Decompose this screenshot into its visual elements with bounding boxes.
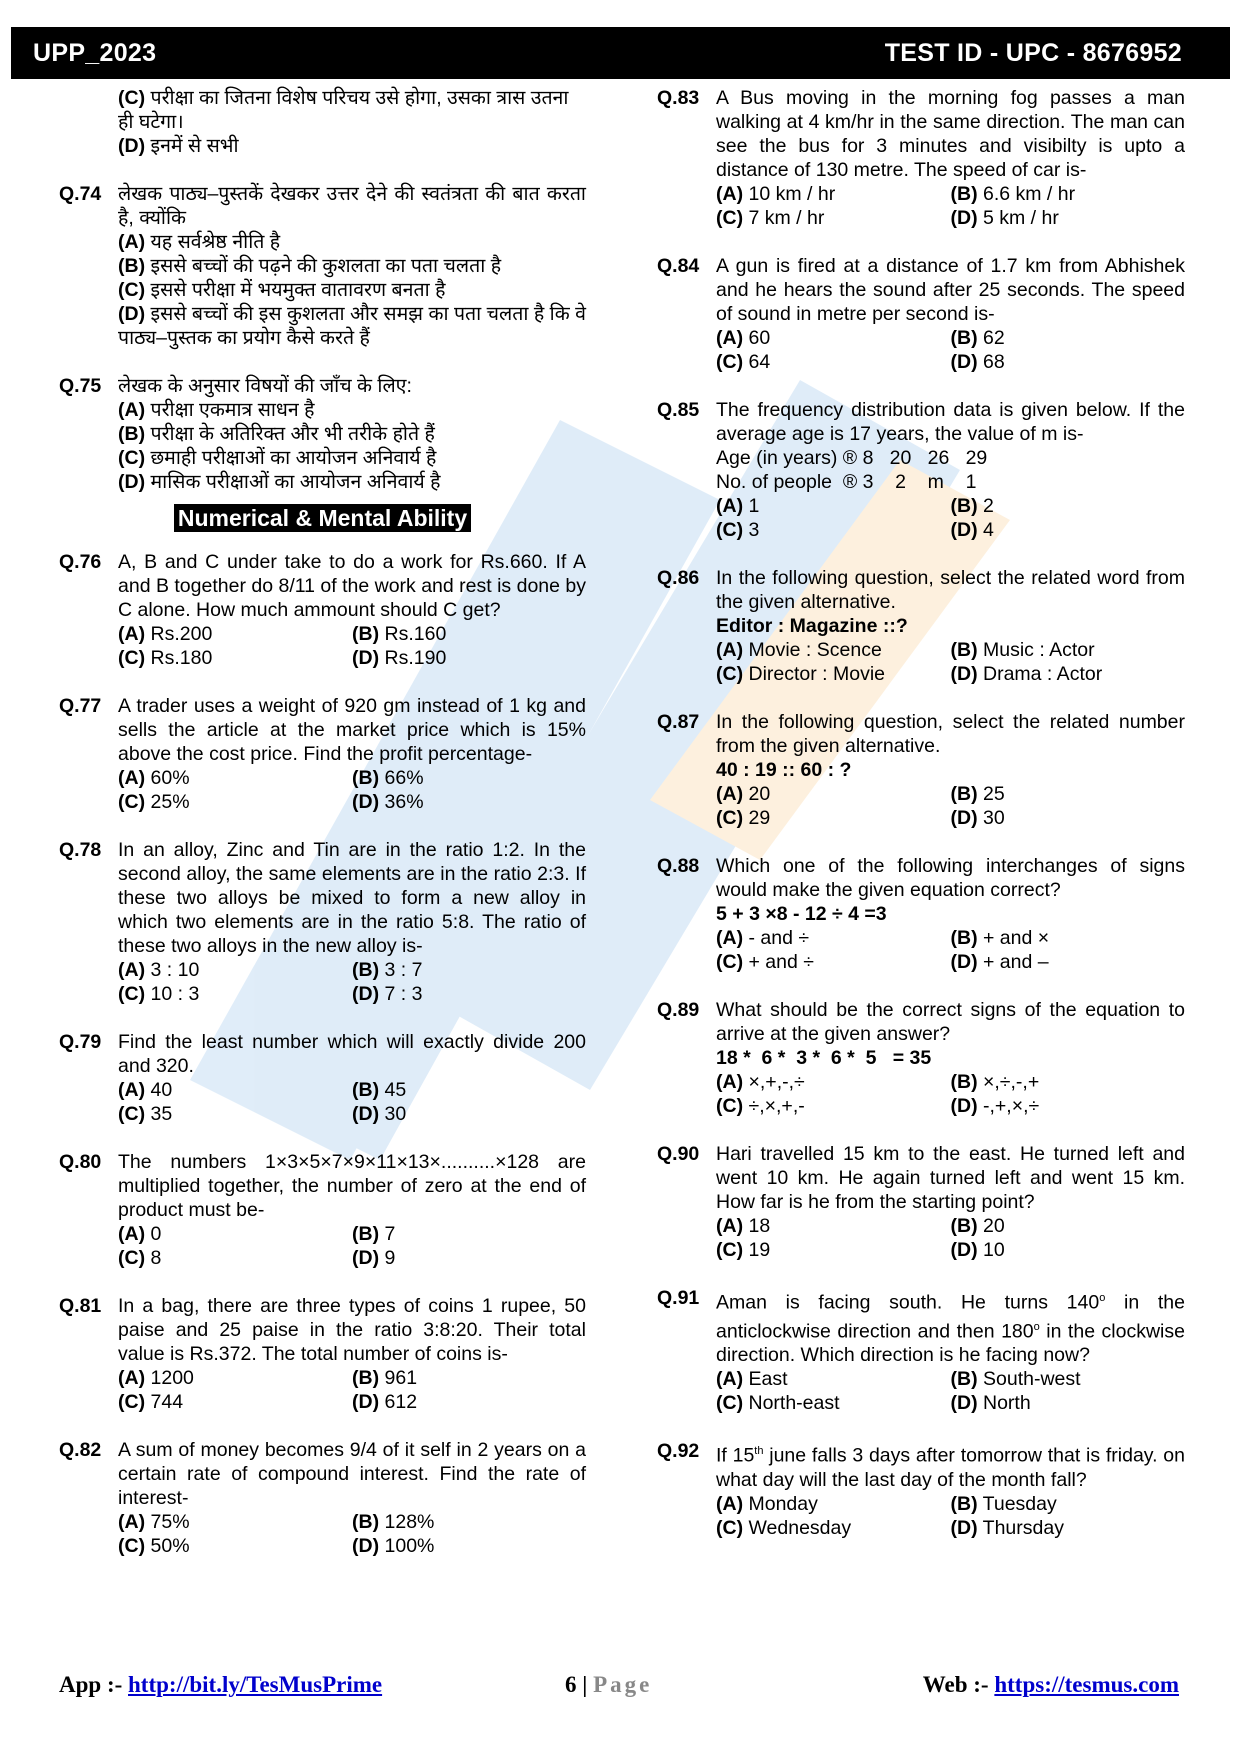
- question-84: Q.84 A gun is fired at a distance of 1.7 km from Abhishek and he hears the sound after 25 seconds. The speed of sound in metre per second is- (A) 60 (B) 62 (C) 64 (D) 68: [657, 255, 1185, 373]
- option-b: (B) 3 : 7: [352, 959, 423, 981]
- option-b: (B) Music : Actor: [950, 639, 1095, 661]
- analogy: 40 : 19 :: 60 : ?: [716, 759, 852, 781]
- option-d: (D) + and –: [950, 951, 1049, 973]
- question-85: Q.85 The frequency distribution data is given below. If the average age is 17 years, the value of m is- Age (in years) ® 8 20 26 29 No. of people ® 3 2 m 1 (A) 1 (B) 2 (C) 3 (D) 4: [657, 399, 1185, 541]
- option-d: (D) 10: [950, 1239, 1005, 1261]
- question-87: Q.87 In the following question, select the related number from the given alternative. 40 : 19 :: 60 : ? (A) 20 (B) 25 (C) 29 (D) 30: [657, 711, 1185, 829]
- option-c: (C) 50%: [118, 1535, 190, 1557]
- page-footer: [59, 1672, 1179, 1702]
- question-73-continuation: [59, 86, 586, 158]
- question-80: Q.80 The numbers 1×3×5×7×9×11×13×..........×128 are multiplied together, the number of zero at the end of product must be- (A) 0 (B) 7 (C) 8 (D) 9: [59, 1151, 586, 1269]
- option-a: (A) 40: [118, 1079, 173, 1101]
- equation: 5 + 3 ×8 - 12 ÷ 4 =3: [716, 903, 887, 925]
- people-row: No. of people ® 3 2 m 1: [716, 471, 977, 493]
- question-89: Q.89 What should be the correct signs of the equation to arrive at the given answer? 18 * 6 * 3 * 6 * 5 = 35 (A) ×,+,-,÷ (B) ×,÷,-,+ (C) ÷,×,+,- (D) -,+,×,÷: [657, 999, 1185, 1117]
- option-b: (B) 7: [352, 1223, 396, 1245]
- option-d: (D) 68: [950, 351, 1005, 373]
- option-c: (C) 25%: [118, 791, 190, 813]
- question-86: Q.86 In the following question, select the related word from the given alternative. Editor : Magazine ::? (A) Movie : Scence (B) Music : Actor (C) Director : Movie (D) Drama : Actor: [657, 567, 1185, 685]
- option-c: (C) Director : Movie: [716, 663, 886, 685]
- option-b: (B) 66%: [352, 767, 424, 789]
- right-column: [657, 86, 1185, 1564]
- question-88: Q.88 Which one of the following interchanges of signs would make the given equation correct? 5 + 3 ×8 - 12 ÷ 4 =3 (A) - and ÷ (B) + and × (C) + and ÷ (D) + and –: [657, 855, 1185, 973]
- page-header: [11, 27, 1230, 79]
- option-b: (B) 25: [950, 783, 1005, 805]
- option-b: (B) Rs.160: [352, 623, 447, 645]
- option-a: (A) Rs.200: [118, 623, 213, 645]
- question-78: Q.78 In an alloy, Zinc and Tin are in the ratio 1:2. In the second alloy, the same elements are in the ratio 2:3. If these two alloys be mixed to form a new alloy in which two elements are in the ratio 5:8. The ratio of these two alloys in the new alloy is- (A) 3 : 10 (B) 3 : 7 (C) 10 : 3 (D) 7 : 3: [59, 839, 586, 1005]
- option-a: (A) 3 : 10: [118, 959, 200, 981]
- option-a: (A) 60: [716, 327, 771, 349]
- option-c: (C) Rs.180: [118, 647, 213, 669]
- option-d: (D) 30: [352, 1103, 407, 1125]
- option-b: (B) South-west: [950, 1368, 1081, 1390]
- question-79: Q.79 Find the least number which will exactly divide 200 and 320. (A) 40 (B) 45 (C) 35 (D) 30: [59, 1031, 586, 1125]
- option-d: (D) -,+,×,÷: [950, 1095, 1040, 1117]
- test-id: TEST ID - UPC - 8676952: [884, 38, 1182, 67]
- question-81: Q.81 In a bag, there are three types of coins 1 rupee, 50 paise and 25 paise in the ratio 3:8:20. Their total value is Rs.372. The total number of coins is- (A) 1200 (B) 961 (C) 744 (D) 612: [59, 1295, 586, 1413]
- option-b: (B) 20: [950, 1215, 1005, 1237]
- option-a: (A) 10 km / hr: [716, 183, 836, 205]
- option-d: (D) इससे बच्चों की इस कुशलता और समझ का पता चलता है कि वे पाठ्य–पुस्तक का प्रयोग कैसे करते हैं: [118, 303, 586, 349]
- option-a: (A) यह सर्वश्रेष्ठ नीति है: [118, 231, 281, 253]
- option-c: (C) 8: [118, 1247, 162, 1269]
- web-link-line: Web :- https://tesmus.com: [922, 1672, 1179, 1697]
- option-a: (A) Movie : Scence: [716, 639, 882, 661]
- option-c: (C) 19: [716, 1239, 771, 1261]
- option-b: (B) परीक्षा के अतिरिक्त और भी तरीके होते हैं: [118, 423, 435, 445]
- app-link[interactable]: http://bit.ly/TesMusPrime: [128, 1672, 383, 1697]
- option-c: (C) ÷,×,+,-: [716, 1095, 805, 1117]
- web-link[interactable]: https://tesmus.com: [994, 1672, 1179, 1697]
- option-a: (A) 1: [716, 495, 760, 517]
- option-b: (B) 128%: [352, 1511, 435, 1533]
- option-b: (B) 961: [352, 1367, 418, 1389]
- option-c: (C) छमाही परीक्षाओं का आयोजन अनिवार्य है: [118, 447, 437, 469]
- option-a: (A) 60%: [118, 767, 190, 789]
- option-a: (A) ×,+,-,÷: [716, 1071, 805, 1093]
- analogy: Editor : Magazine ::?: [716, 615, 908, 637]
- option-c: (C) + and ÷: [716, 951, 814, 973]
- question-92: Q.92 If 15th june falls 3 days after tomorrow that is friday. on what day will the last day of the month fall? (A) Monday (B) Tuesday (C) Wednesday (D) Thursday: [657, 1440, 1185, 1539]
- option-d: (D) 100%: [352, 1535, 435, 1557]
- option-c: (C) Wednesday: [716, 1516, 852, 1539]
- option-d: (D) मासिक परीक्षाओं का आयोजन अनिवार्य है: [118, 471, 441, 493]
- left-column: [59, 86, 586, 1582]
- option-a: (A) - and ÷: [716, 927, 810, 949]
- option-c: (C) 29: [716, 807, 771, 829]
- option-a: (A) 1200: [118, 1367, 194, 1389]
- option-d: (D) 5 km / hr: [950, 207, 1059, 229]
- option-b: (B) ×,÷,-,+: [950, 1071, 1040, 1093]
- option-a: (A) East: [716, 1368, 788, 1390]
- question-75: Q.75 लेखक के अनुसार विषयों की जाँच के लिए: (A) परीक्षा एकमात्र साधन है (B) परीक्षा के अतिरिक्त और भी तरीके होते हैं (C) छमाही परीक्षाओं का आयोजन अनिवार्य है (D) मासिक परीक्षाओं का आयोजन अनिवार्य है: [59, 374, 586, 494]
- question-76: Q.76 A, B and C under take to do a work for Rs.660. If A and B together do 8/11 of the work and rest is done by C alone. How much ammount should C get? (A) Rs.200 (B) Rs.160 (C) Rs.180 (D) Rs.190: [59, 551, 586, 669]
- option-b: (B) 6.6 km / hr: [950, 183, 1076, 205]
- question-77: Q.77 A trader uses a weight of 920 gm instead of 1 kg and sells the article at the market price which is 15% above the cost price. Find the profit percentage- (A) 60% (B) 66% (C) 25% (D) 36%: [59, 695, 586, 813]
- option-b: (B) + and ×: [950, 927, 1050, 949]
- option-d: (D) Thursday: [950, 1516, 1064, 1539]
- option-c: (C) 7 km / hr: [716, 207, 825, 229]
- option-b: (B) 62: [950, 327, 1005, 349]
- option-a: (A) 75%: [118, 1511, 190, 1533]
- option-d: (D) North: [950, 1392, 1031, 1414]
- option-c: (C) 3: [716, 519, 760, 541]
- option-a: (A) 0: [118, 1223, 162, 1245]
- option-d: (D) इनमें से सभी: [118, 135, 239, 157]
- option-a: (A) Monday: [716, 1492, 818, 1515]
- option-b: (B) Tuesday: [950, 1492, 1057, 1515]
- equation: 18 * 6 * 3 * 6 * 5 = 35: [716, 1047, 932, 1069]
- question-74: Q.74 लेखक पाठ्य–पुस्तकें देखकर उत्तर देने की स्वतंत्रता की बात करता है, क्योंकि (A) यह सर्वश्रेष्ठ नीति है (B) इससे बच्चों की पढ़ने की कुशलता का पता चलता है (C) इससे परीक्षा में भयमुक्त वातावरण बनता है (D) इससे बच्चों की इस कुशलता और समझ का पता चलता है कि वे पाठ्य–पुस्तक का प्रयोग कैसे करते हैं: [59, 183, 586, 349]
- option-d: (D) 612: [352, 1391, 418, 1413]
- option-d: (D) 30: [950, 807, 1005, 829]
- option-b: (B) 45: [352, 1079, 407, 1101]
- option-b: (B) इससे बच्चों की पढ़ने की कुशलता का पता चलता है: [118, 255, 502, 277]
- option-d: (D) Rs.190: [352, 647, 447, 669]
- option-a: (A) 20: [716, 783, 771, 805]
- option-a: (A) परीक्षा एकमात्र साधन है: [118, 399, 315, 421]
- option-d: (D) 9: [352, 1247, 396, 1269]
- page-number: 6 | Page: [565, 1672, 653, 1697]
- section-title: Numerical & Mental Ability: [59, 506, 586, 532]
- option-c: (C) 10 : 3: [118, 983, 200, 1005]
- question-83: Q.83 A Bus moving in the morning fog passes a man walking at 4 km/hr in the same direction. The man can see the bus for 3 minutes and visibilty is upto a distance of 130 metre. The speed of car is- (A) 10 km / hr (B) 6.6 km / hr (C) 7 km / hr (D) 5 km / hr: [657, 87, 1185, 229]
- app-link-line: App :- http://bit.ly/TesMusPrime: [59, 1672, 383, 1697]
- option-c: (C) 64: [716, 351, 771, 373]
- age-row: Age (in years) ® 8 20 26 29: [716, 447, 988, 469]
- question-91: Q.91 Aman is facing south. He turns 140$^o$ in the anticlockwise direction and then 180$^o$ in the clockwise direction. Which direction is he facing now? (A) East (B) South-west (C) North-east (D) North: [657, 1287, 1185, 1414]
- option-c: (C) 35: [118, 1103, 173, 1125]
- option-a: (A) 18: [716, 1215, 771, 1237]
- option-b: (B) 2: [950, 495, 994, 517]
- option-d: (D) 4: [950, 519, 994, 541]
- question-90: Q.90 Hari travelled 15 km to the east. He turned left and went 10 km. He again turned left and went 15 km. How far is he from the starting point? (A) 18 (B) 20 (C) 19 (D) 10: [657, 1143, 1185, 1261]
- option-c: (C) परीक्षा का जितना विशेष परिचय उसे होगा, उसका त्रास उतना ही घटेगा।: [118, 87, 569, 133]
- option-c: (C) इससे परीक्षा में भयमुक्त वातावरण बनता है: [118, 279, 446, 301]
- question-82: Q.82 A sum of money becomes 9/4 of it self in 2 years on a certain rate of compound interest. Find the rate of interest- (A) 75% (B) 128% (C) 50% (D) 100%: [59, 1439, 586, 1557]
- exam-name: UPP_2023: [33, 38, 157, 67]
- option-d: (D) Drama : Actor: [950, 663, 1103, 685]
- option-c: (C) North-east: [716, 1392, 840, 1414]
- option-d: (D) 36%: [352, 791, 424, 813]
- option-d: (D) 7 : 3: [352, 983, 423, 1005]
- option-c: (C) 744: [118, 1391, 184, 1413]
